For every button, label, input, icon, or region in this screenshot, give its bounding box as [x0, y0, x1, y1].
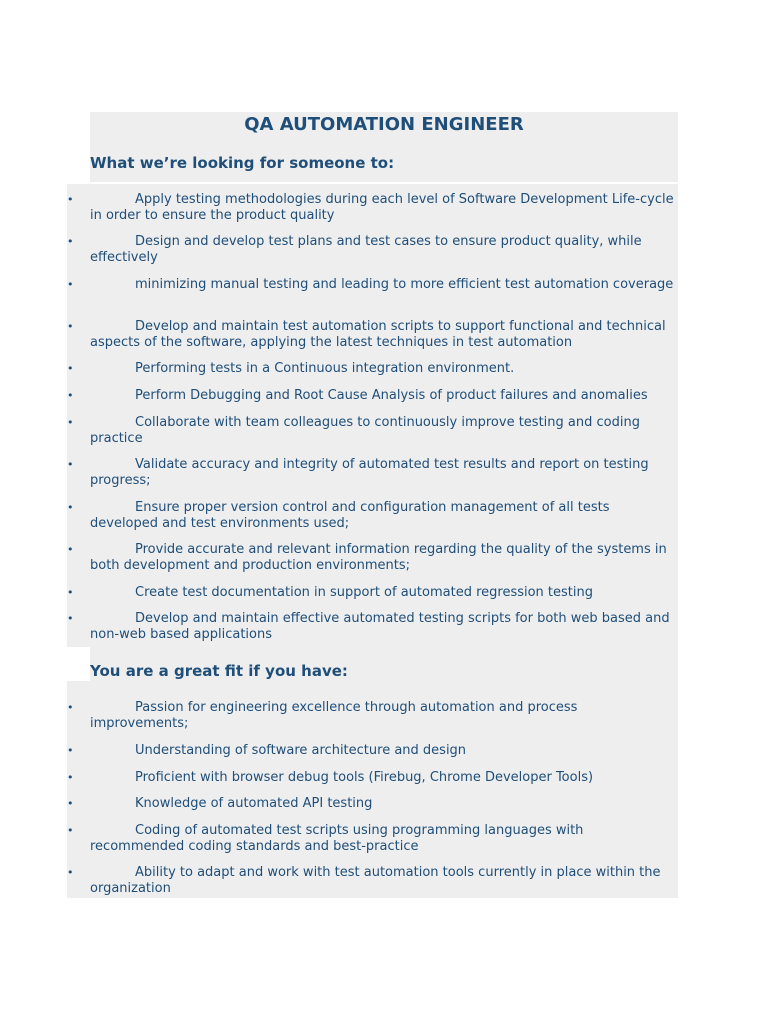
list-item-text: Validate accuracy and integrity of automated test results and report on testing progress; [90, 457, 649, 488]
bullet-icon: • [67, 193, 74, 206]
section2-heading-block [90, 647, 678, 681]
list-item-text: Coding of automated test scripts using programming languages with recommended coding standards and best-practice [90, 823, 584, 854]
list-item-text: Design and develop test plans and test cases to ensure product quality, while effectively [90, 234, 642, 265]
section-heading-great-fit: You are a great fit if you have: [90, 662, 348, 680]
bullet-icon: • [67, 771, 74, 784]
bullet-icon: • [67, 586, 74, 599]
section-heading-looking-for: What we’re looking for someone to: [90, 154, 395, 172]
bullet-icon: • [67, 501, 74, 514]
bullet-icon: • [67, 416, 74, 429]
bullet-icon: • [67, 612, 74, 625]
bullet-icon: • [67, 458, 74, 471]
bullet-icon: • [67, 866, 74, 879]
page-title: QA AUTOMATION ENGINEER [244, 114, 524, 135]
list-item-text: Understanding of software architecture and design [135, 743, 467, 758]
list-item-text: Develop and maintain test automation scripts to support functional and technical aspects of the software, applying the latest techniques in test automation [90, 319, 666, 350]
responsibilities-list [67, 184, 678, 647]
list-item-text: minimizing manual testing and leading to more efficient test automation coverage [135, 277, 674, 292]
bullet-icon: • [67, 824, 74, 837]
bullet-icon: • [67, 543, 74, 556]
bullet-icon: • [67, 235, 74, 248]
bullet-icon: • [67, 362, 74, 375]
list-item-text: Develop and maintain effective automated testing scripts for both web based and non-web based applications [90, 611, 670, 642]
title-block [90, 112, 678, 182]
qualifications-list [67, 681, 678, 898]
bullet-icon: • [67, 389, 74, 402]
list-item-text: Apply testing methodologies during each level of Software Development Life-cycle in order to ensure the product quality [90, 192, 674, 223]
list-item-text: Performing tests in a Continuous integration environment. [135, 361, 515, 376]
list-item-text: Ability to adapt and work with test automation tools currently in place within the organization [90, 865, 661, 896]
list-item-text: Provide accurate and relevant information regarding the quality of the systems in both development and production environments; [90, 542, 667, 573]
bullet-icon: • [67, 701, 74, 714]
list-item-text: Collaborate with team colleagues to continuously improve testing and coding practice [90, 415, 640, 446]
bullet-icon: • [67, 797, 74, 810]
list-item-text: Proficient with browser debug tools (Firebug, Chrome Developer Tools) [135, 770, 594, 785]
bullet-icon: • [67, 744, 74, 757]
bullet-icon: • [67, 320, 74, 333]
list-item-text: Ensure proper version control and configuration management of all tests developed and test environments used; [90, 500, 610, 531]
bullet-icon: • [67, 278, 74, 291]
list-item-text: Perform Debugging and Root Cause Analysis of product failures and anomalies [135, 388, 648, 403]
list-item-text: Passion for engineering excellence through automation and process improvements; [90, 700, 578, 731]
list-item-text: Knowledge of automated API testing [135, 796, 373, 811]
list-item-text: Create test documentation in support of automated regression testing [135, 585, 593, 600]
